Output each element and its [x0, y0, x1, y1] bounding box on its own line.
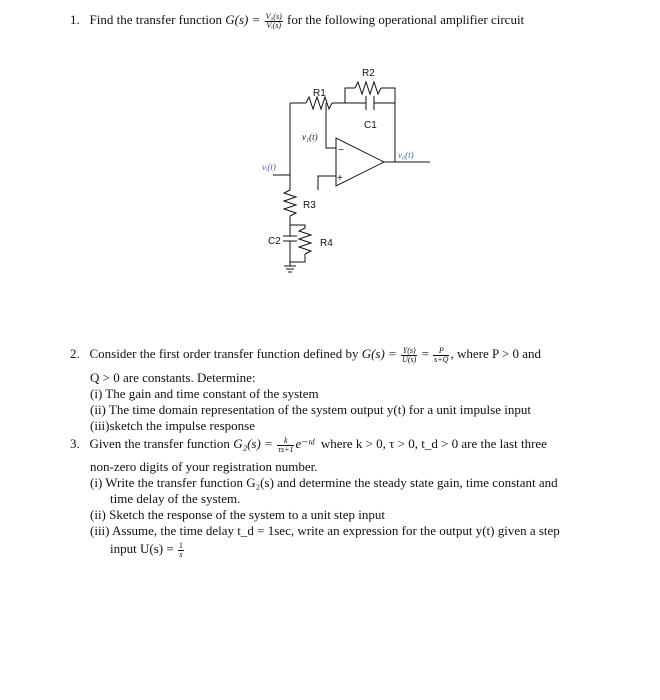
q2-fraction-1: [401, 347, 417, 364]
q1-prefix: Find the transfer function: [89, 12, 222, 27]
q2-denominator-2: s+Q: [434, 354, 449, 364]
q3-item-iii-a: (iii) Assume, the time delay t_d = 1sec, write an expression for the output y(t) given a step: [90, 523, 560, 538]
q3-iii-input-label: input U(s) =: [110, 541, 174, 556]
q1-suffix: for the following operational amplifier circuit: [287, 12, 525, 27]
q2-item-iii: (iii)sketch the impulse response: [90, 418, 255, 433]
q3-number: 3.: [70, 436, 80, 451]
q2-numerator-1: Y(s): [402, 345, 416, 355]
q2-prefix: Consider the first order transfer function defined by: [89, 346, 359, 361]
q3-item-ii: (ii) Sketch the response of the system to a unit step input: [90, 507, 385, 522]
q2-item-i: (i) The gain and time constant of the system: [90, 386, 319, 401]
c2-label: C2: [268, 236, 281, 247]
q2-line-1: [70, 346, 541, 364]
q2-equals: =: [421, 346, 429, 361]
q3-item-i-a: (i) Write the transfer function G₂(s) and determine the steady state gain, time constant and: [90, 475, 558, 490]
q1-func: G(s) =: [225, 12, 261, 27]
r2-label: R2: [362, 68, 375, 79]
q3-iii-fraction: [178, 542, 184, 559]
q3-fraction: [277, 437, 294, 454]
minus-sign: −: [338, 145, 344, 156]
q3-iii-numerator: 1: [178, 540, 183, 550]
r3-resistor: [284, 190, 296, 216]
q1-number: 1.: [70, 12, 80, 27]
q2-denominator-1: U(s): [402, 354, 417, 364]
q2-numerator-2: P: [433, 347, 449, 356]
q2-number: 2.: [70, 346, 80, 361]
q2-line-2: Q > 0 are constants. Determine:: [90, 370, 256, 385]
r4-label: R4: [320, 238, 333, 249]
q2-item-ii: (ii) The time domain representation of the system output y(t) for a unit impulse input: [90, 402, 531, 417]
q3-line-2: non-zero digits of your registration number.: [90, 459, 318, 474]
plus-sign: +: [337, 173, 343, 184]
q3-prefix: Given the transfer function: [89, 436, 230, 451]
q3-numerator: k: [277, 437, 294, 446]
q2-fraction-2: [433, 347, 449, 364]
q3-line-1: [70, 436, 547, 454]
q3-denominator: τs+1: [278, 444, 294, 454]
v1-label: v₁(t): [302, 132, 318, 142]
r3-label: R3: [303, 200, 316, 211]
r4-resistor: [299, 228, 311, 254]
r1-label: R1: [313, 88, 326, 99]
q1-denominator: Vᵢ(s): [266, 20, 281, 30]
r2-resistor: [355, 82, 381, 94]
vo-label: v₀(t): [398, 150, 414, 160]
q3-func: G₂(s) =: [233, 436, 273, 451]
q3-exponential: e⁻ᵗᵈ: [295, 436, 315, 451]
vi-label: vᵢ(t): [262, 162, 276, 172]
q3-item-i-b: time delay of the system.: [110, 491, 241, 506]
c1-label: C1: [364, 120, 377, 131]
q1-numerator: V₀(s): [265, 11, 282, 21]
q2-func: G(s) =: [361, 346, 397, 361]
q3-item-iii-b: [110, 541, 185, 559]
q2-suffix: , where P > 0 and: [450, 346, 542, 361]
q3-suffix: where k > 0, τ > 0, t_d > 0 are the last three: [320, 436, 547, 451]
q3-iii-denominator: s: [179, 549, 183, 559]
